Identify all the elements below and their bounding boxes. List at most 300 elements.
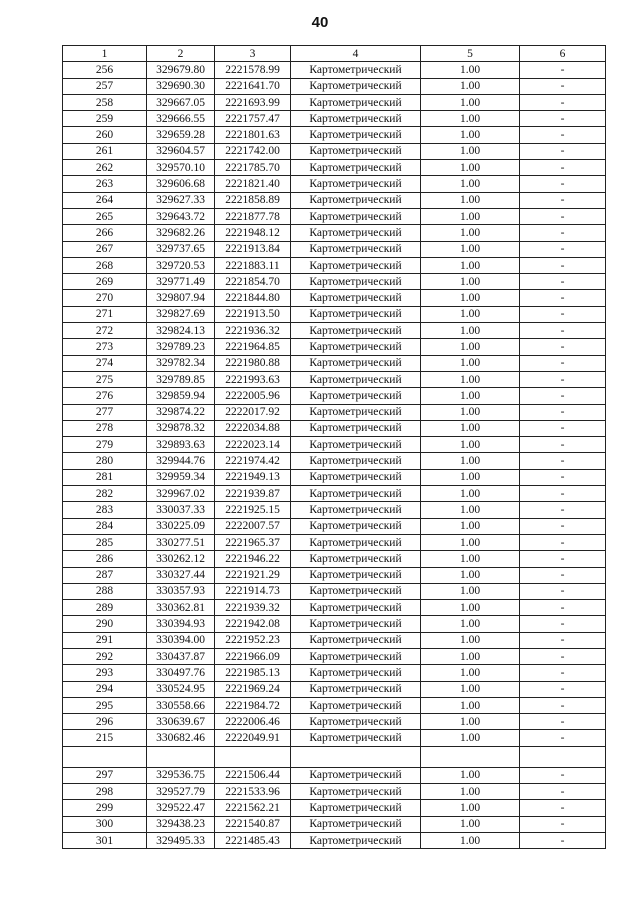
x-coordinate-cell: 329438.23 — [147, 816, 215, 832]
accuracy-cell: 1.00 — [421, 469, 520, 485]
table-row — [63, 746, 606, 767]
y-coordinate-cell: 2221965.37 — [215, 534, 291, 550]
table-row — [63, 339, 606, 355]
column-header: 2 — [147, 46, 215, 62]
point-number-cell: 270 — [63, 290, 147, 306]
x-coordinate-cell — [147, 746, 215, 767]
y-coordinate-cell: 2221936.32 — [215, 323, 291, 339]
method-cell — [291, 746, 421, 767]
accuracy-cell: 1.00 — [421, 714, 520, 730]
note-cell: - — [520, 767, 606, 783]
accuracy-cell: 1.00 — [421, 78, 520, 94]
table-row — [63, 323, 606, 339]
table-row — [63, 697, 606, 713]
table-row — [63, 94, 606, 110]
point-number-cell: 276 — [63, 388, 147, 404]
table-row — [63, 127, 606, 143]
point-number-cell: 288 — [63, 583, 147, 599]
point-number-cell: 271 — [63, 306, 147, 322]
note-cell: - — [520, 208, 606, 224]
accuracy-cell: 1.00 — [421, 143, 520, 159]
method-cell: Картометрический — [291, 290, 421, 306]
table-row — [63, 290, 606, 306]
accuracy-cell: 1.00 — [421, 290, 520, 306]
point-number-cell: 286 — [63, 551, 147, 567]
table-row — [63, 78, 606, 94]
table-row — [63, 600, 606, 616]
point-number-cell: 268 — [63, 257, 147, 273]
y-coordinate-cell: 2221801.63 — [215, 127, 291, 143]
point-number-cell: 267 — [63, 241, 147, 257]
accuracy-cell — [421, 746, 520, 767]
note-cell: - — [520, 371, 606, 387]
y-coordinate-cell: 2222006.46 — [215, 714, 291, 730]
page-number: 40 — [311, 14, 329, 31]
table-row — [63, 160, 606, 176]
table-row — [63, 469, 606, 485]
x-coordinate-cell: 329643.72 — [147, 208, 215, 224]
point-number-cell: 298 — [63, 784, 147, 800]
note-cell: - — [520, 143, 606, 159]
note-cell: - — [520, 176, 606, 192]
y-coordinate-cell: 2221964.85 — [215, 339, 291, 355]
accuracy-cell: 1.00 — [421, 355, 520, 371]
table-row — [63, 62, 606, 78]
method-cell: Картометрический — [291, 355, 421, 371]
accuracy-cell: 1.00 — [421, 225, 520, 241]
note-cell: - — [520, 290, 606, 306]
accuracy-cell: 1.00 — [421, 632, 520, 648]
method-cell: Картометрический — [291, 832, 421, 848]
method-cell: Картометрический — [291, 816, 421, 832]
table-row — [63, 632, 606, 648]
x-coordinate-cell: 329874.22 — [147, 404, 215, 420]
method-cell: Картометрический — [291, 420, 421, 436]
accuracy-cell: 1.00 — [421, 551, 520, 567]
accuracy-cell: 1.00 — [421, 127, 520, 143]
x-coordinate-cell: 330524.95 — [147, 681, 215, 697]
accuracy-cell: 1.00 — [421, 208, 520, 224]
point-number-cell: 299 — [63, 800, 147, 816]
accuracy-cell: 1.00 — [421, 697, 520, 713]
table-row — [63, 241, 606, 257]
method-cell: Картометрический — [291, 143, 421, 159]
y-coordinate-cell: 2221939.32 — [215, 600, 291, 616]
method-cell: Картометрический — [291, 784, 421, 800]
table-row — [63, 567, 606, 583]
point-number-cell: 289 — [63, 600, 147, 616]
y-coordinate-cell: 2222034.88 — [215, 420, 291, 436]
note-cell: - — [520, 257, 606, 273]
point-number-cell: 260 — [63, 127, 147, 143]
note-cell: - — [520, 94, 606, 110]
point-number-cell: 266 — [63, 225, 147, 241]
y-coordinate-cell: 2221858.89 — [215, 192, 291, 208]
table-row — [63, 388, 606, 404]
y-coordinate-cell: 2221913.84 — [215, 241, 291, 257]
point-number-cell: 257 — [63, 78, 147, 94]
method-cell: Картометрический — [291, 111, 421, 127]
note-cell: - — [520, 714, 606, 730]
y-coordinate-cell: 2221993.63 — [215, 371, 291, 387]
x-coordinate-cell: 330394.00 — [147, 632, 215, 648]
table-row — [63, 176, 606, 192]
table-row — [63, 453, 606, 469]
x-coordinate-cell: 329789.23 — [147, 339, 215, 355]
y-coordinate-cell: 2221485.43 — [215, 832, 291, 848]
y-coordinate-cell: 2221946.22 — [215, 551, 291, 567]
accuracy-cell: 1.00 — [421, 832, 520, 848]
accuracy-cell: 1.00 — [421, 453, 520, 469]
note-cell: - — [520, 583, 606, 599]
method-cell: Картометрический — [291, 616, 421, 632]
x-coordinate-cell: 330357.93 — [147, 583, 215, 599]
x-coordinate-cell: 330262.12 — [147, 551, 215, 567]
method-cell: Картометрический — [291, 404, 421, 420]
method-cell: Картометрический — [291, 767, 421, 783]
point-number-cell: 278 — [63, 420, 147, 436]
point-number-cell: 215 — [63, 730, 147, 746]
accuracy-cell: 1.00 — [421, 339, 520, 355]
coordinates-table — [62, 45, 606, 849]
column-header: 5 — [421, 46, 520, 62]
note-cell: - — [520, 816, 606, 832]
x-coordinate-cell: 329679.80 — [147, 62, 215, 78]
method-cell: Картометрический — [291, 176, 421, 192]
table-row — [63, 371, 606, 387]
point-number-cell: 277 — [63, 404, 147, 420]
point-number-cell: 291 — [63, 632, 147, 648]
accuracy-cell: 1.00 — [421, 518, 520, 534]
table-row — [63, 714, 606, 730]
y-coordinate-cell: 2221974.42 — [215, 453, 291, 469]
y-coordinate-cell: 2222023.14 — [215, 437, 291, 453]
y-coordinate-cell: 2221533.96 — [215, 784, 291, 800]
accuracy-cell: 1.00 — [421, 160, 520, 176]
y-coordinate-cell: 2221506.44 — [215, 767, 291, 783]
column-header: 3 — [215, 46, 291, 62]
method-cell: Картометрический — [291, 241, 421, 257]
x-coordinate-cell: 329522.47 — [147, 800, 215, 816]
y-coordinate-cell: 2221562.21 — [215, 800, 291, 816]
note-cell: - — [520, 518, 606, 534]
method-cell: Картометрический — [291, 257, 421, 273]
accuracy-cell: 1.00 — [421, 534, 520, 550]
accuracy-cell: 1.00 — [421, 648, 520, 664]
note-cell: - — [520, 160, 606, 176]
x-coordinate-cell: 330037.33 — [147, 502, 215, 518]
table-row — [63, 816, 606, 832]
accuracy-cell: 1.00 — [421, 486, 520, 502]
y-coordinate-cell: 2221985.13 — [215, 665, 291, 681]
table-row — [63, 111, 606, 127]
note-cell: - — [520, 355, 606, 371]
accuracy-cell: 1.00 — [421, 111, 520, 127]
point-number-cell: 262 — [63, 160, 147, 176]
accuracy-cell: 1.00 — [421, 616, 520, 632]
point-number-cell: 292 — [63, 648, 147, 664]
point-number-cell: 283 — [63, 502, 147, 518]
method-cell: Картометрический — [291, 127, 421, 143]
method-cell: Картометрический — [291, 388, 421, 404]
x-coordinate-cell: 329667.05 — [147, 94, 215, 110]
x-coordinate-cell: 330639.67 — [147, 714, 215, 730]
note-cell: - — [520, 404, 606, 420]
y-coordinate-cell: 2221821.40 — [215, 176, 291, 192]
accuracy-cell: 1.00 — [421, 784, 520, 800]
point-number-cell: 261 — [63, 143, 147, 159]
method-cell: Картометрический — [291, 730, 421, 746]
method-cell: Картометрический — [291, 600, 421, 616]
method-cell: Картометрический — [291, 534, 421, 550]
note-cell: - — [520, 502, 606, 518]
y-coordinate-cell: 2221641.70 — [215, 78, 291, 94]
table-row — [63, 784, 606, 800]
x-coordinate-cell: 329627.33 — [147, 192, 215, 208]
y-coordinate-cell: 2221913.50 — [215, 306, 291, 322]
x-coordinate-cell: 329771.49 — [147, 274, 215, 290]
table-row — [63, 551, 606, 567]
note-cell: - — [520, 111, 606, 127]
point-number-cell: 256 — [63, 62, 147, 78]
accuracy-cell: 1.00 — [421, 816, 520, 832]
y-coordinate-cell: 2221966.09 — [215, 648, 291, 664]
note-cell: - — [520, 78, 606, 94]
table-row — [63, 800, 606, 816]
table-row — [63, 534, 606, 550]
note-cell: - — [520, 62, 606, 78]
table-row — [63, 502, 606, 518]
note-cell: - — [520, 697, 606, 713]
note-cell: - — [520, 832, 606, 848]
point-number-cell: 280 — [63, 453, 147, 469]
accuracy-cell: 1.00 — [421, 192, 520, 208]
x-coordinate-cell: 330394.93 — [147, 616, 215, 632]
point-number-cell: 272 — [63, 323, 147, 339]
x-coordinate-cell: 329827.69 — [147, 306, 215, 322]
x-coordinate-cell: 330277.51 — [147, 534, 215, 550]
x-coordinate-cell: 330437.87 — [147, 648, 215, 664]
method-cell: Картометрический — [291, 78, 421, 94]
column-header: 6 — [520, 46, 606, 62]
column-header: 1 — [63, 46, 147, 62]
table-row — [63, 404, 606, 420]
y-coordinate-cell: 2222005.96 — [215, 388, 291, 404]
note-cell: - — [520, 665, 606, 681]
method-cell: Картометрический — [291, 371, 421, 387]
point-number-cell: 263 — [63, 176, 147, 192]
table-body — [63, 62, 606, 849]
point-number-cell: 273 — [63, 339, 147, 355]
x-coordinate-cell: 329666.55 — [147, 111, 215, 127]
x-coordinate-cell: 329782.34 — [147, 355, 215, 371]
note-cell: - — [520, 534, 606, 550]
point-number-cell: 281 — [63, 469, 147, 485]
method-cell: Картометрический — [291, 800, 421, 816]
y-coordinate-cell: 2222049.91 — [215, 730, 291, 746]
accuracy-cell: 1.00 — [421, 94, 520, 110]
y-coordinate-cell: 2221914.73 — [215, 583, 291, 599]
method-cell: Картометрический — [291, 632, 421, 648]
note-cell: - — [520, 784, 606, 800]
note-cell: - — [520, 339, 606, 355]
accuracy-cell: 1.00 — [421, 388, 520, 404]
x-coordinate-cell: 330682.46 — [147, 730, 215, 746]
point-number-cell: 287 — [63, 567, 147, 583]
accuracy-cell: 1.00 — [421, 371, 520, 387]
table-row — [63, 437, 606, 453]
note-cell: - — [520, 437, 606, 453]
table-row — [63, 143, 606, 159]
x-coordinate-cell: 329824.13 — [147, 323, 215, 339]
note-cell: - — [520, 800, 606, 816]
method-cell: Картометрический — [291, 665, 421, 681]
point-number-cell: 300 — [63, 816, 147, 832]
table-row — [63, 730, 606, 746]
accuracy-cell: 1.00 — [421, 730, 520, 746]
x-coordinate-cell: 329893.63 — [147, 437, 215, 453]
y-coordinate-cell: 2221921.29 — [215, 567, 291, 583]
point-number-cell: 301 — [63, 832, 147, 848]
method-cell: Картометрический — [291, 225, 421, 241]
point-number-cell: 264 — [63, 192, 147, 208]
accuracy-cell: 1.00 — [421, 665, 520, 681]
x-coordinate-cell: 330558.66 — [147, 697, 215, 713]
method-cell: Картометрический — [291, 648, 421, 664]
accuracy-cell: 1.00 — [421, 306, 520, 322]
point-number-cell: 274 — [63, 355, 147, 371]
y-coordinate-cell: 2222007.57 — [215, 518, 291, 534]
method-cell: Картометрический — [291, 437, 421, 453]
note-cell: - — [520, 306, 606, 322]
table-row — [63, 616, 606, 632]
accuracy-cell: 1.00 — [421, 323, 520, 339]
accuracy-cell: 1.00 — [421, 800, 520, 816]
x-coordinate-cell: 329737.65 — [147, 241, 215, 257]
method-cell: Картометрический — [291, 192, 421, 208]
method-cell: Картометрический — [291, 208, 421, 224]
method-cell: Картометрический — [291, 160, 421, 176]
note-cell: - — [520, 323, 606, 339]
accuracy-cell: 1.00 — [421, 767, 520, 783]
method-cell: Картометрический — [291, 62, 421, 78]
note-cell: - — [520, 225, 606, 241]
y-coordinate-cell: 2221949.13 — [215, 469, 291, 485]
accuracy-cell: 1.00 — [421, 274, 520, 290]
note-cell: - — [520, 192, 606, 208]
y-coordinate-cell: 2221757.47 — [215, 111, 291, 127]
y-coordinate-cell: 2221785.70 — [215, 160, 291, 176]
method-cell: Картометрический — [291, 274, 421, 290]
x-coordinate-cell: 329720.53 — [147, 257, 215, 273]
note-cell: - — [520, 127, 606, 143]
note-cell: - — [520, 567, 606, 583]
x-coordinate-cell: 330362.81 — [147, 600, 215, 616]
x-coordinate-cell: 329495.33 — [147, 832, 215, 848]
accuracy-cell: 1.00 — [421, 257, 520, 273]
table-row — [63, 192, 606, 208]
y-coordinate-cell: 2221952.23 — [215, 632, 291, 648]
point-number-cell: 293 — [63, 665, 147, 681]
x-coordinate-cell: 329807.94 — [147, 290, 215, 306]
x-coordinate-cell: 329536.75 — [147, 767, 215, 783]
x-coordinate-cell: 329944.76 — [147, 453, 215, 469]
x-coordinate-cell: 329789.85 — [147, 371, 215, 387]
y-coordinate-cell: 2221925.15 — [215, 502, 291, 518]
x-coordinate-cell: 330225.09 — [147, 518, 215, 534]
note-cell: - — [520, 469, 606, 485]
method-cell: Картометрический — [291, 583, 421, 599]
point-number-cell: 269 — [63, 274, 147, 290]
table-row — [63, 486, 606, 502]
y-coordinate-cell: 2221883.11 — [215, 257, 291, 273]
point-number-cell — [63, 746, 147, 767]
y-coordinate-cell: 2222017.92 — [215, 404, 291, 420]
method-cell: Картометрический — [291, 339, 421, 355]
accuracy-cell: 1.00 — [421, 62, 520, 78]
method-cell: Картометрический — [291, 502, 421, 518]
table-row — [63, 681, 606, 697]
note-cell: - — [520, 486, 606, 502]
y-coordinate-cell: 2221877.78 — [215, 208, 291, 224]
table-row — [63, 225, 606, 241]
point-number-cell: 259 — [63, 111, 147, 127]
y-coordinate-cell: 2221942.08 — [215, 616, 291, 632]
note-cell: - — [520, 600, 606, 616]
note-cell: - — [520, 274, 606, 290]
point-number-cell: 290 — [63, 616, 147, 632]
point-number-cell: 258 — [63, 94, 147, 110]
accuracy-cell: 1.00 — [421, 681, 520, 697]
point-number-cell: 282 — [63, 486, 147, 502]
y-coordinate-cell: 2221540.87 — [215, 816, 291, 832]
x-coordinate-cell: 329959.34 — [147, 469, 215, 485]
x-coordinate-cell: 329604.57 — [147, 143, 215, 159]
accuracy-cell: 1.00 — [421, 502, 520, 518]
note-cell: - — [520, 551, 606, 567]
y-coordinate-cell: 2221854.70 — [215, 274, 291, 290]
x-coordinate-cell: 329878.32 — [147, 420, 215, 436]
point-number-cell: 297 — [63, 767, 147, 783]
method-cell: Картометрический — [291, 306, 421, 322]
x-coordinate-cell: 330327.44 — [147, 567, 215, 583]
y-coordinate-cell: 2221969.24 — [215, 681, 291, 697]
table-row — [63, 208, 606, 224]
method-cell: Картометрический — [291, 469, 421, 485]
note-cell: - — [520, 681, 606, 697]
method-cell: Картометрический — [291, 714, 421, 730]
x-coordinate-cell: 329859.94 — [147, 388, 215, 404]
table-row — [63, 257, 606, 273]
x-coordinate-cell: 329570.10 — [147, 160, 215, 176]
point-number-cell: 284 — [63, 518, 147, 534]
y-coordinate-cell: 2221984.72 — [215, 697, 291, 713]
y-coordinate-cell: 2221948.12 — [215, 225, 291, 241]
method-cell: Картометрический — [291, 551, 421, 567]
x-coordinate-cell: 329527.79 — [147, 784, 215, 800]
table-row — [63, 665, 606, 681]
point-number-cell: 265 — [63, 208, 147, 224]
method-cell: Картометрический — [291, 94, 421, 110]
note-cell: - — [520, 648, 606, 664]
note-cell: - — [520, 616, 606, 632]
method-cell: Картометрический — [291, 681, 421, 697]
note-cell: - — [520, 730, 606, 746]
y-coordinate-cell: 2221844.80 — [215, 290, 291, 306]
y-coordinate-cell: 2221693.99 — [215, 94, 291, 110]
method-cell: Картометрический — [291, 323, 421, 339]
note-cell: - — [520, 420, 606, 436]
